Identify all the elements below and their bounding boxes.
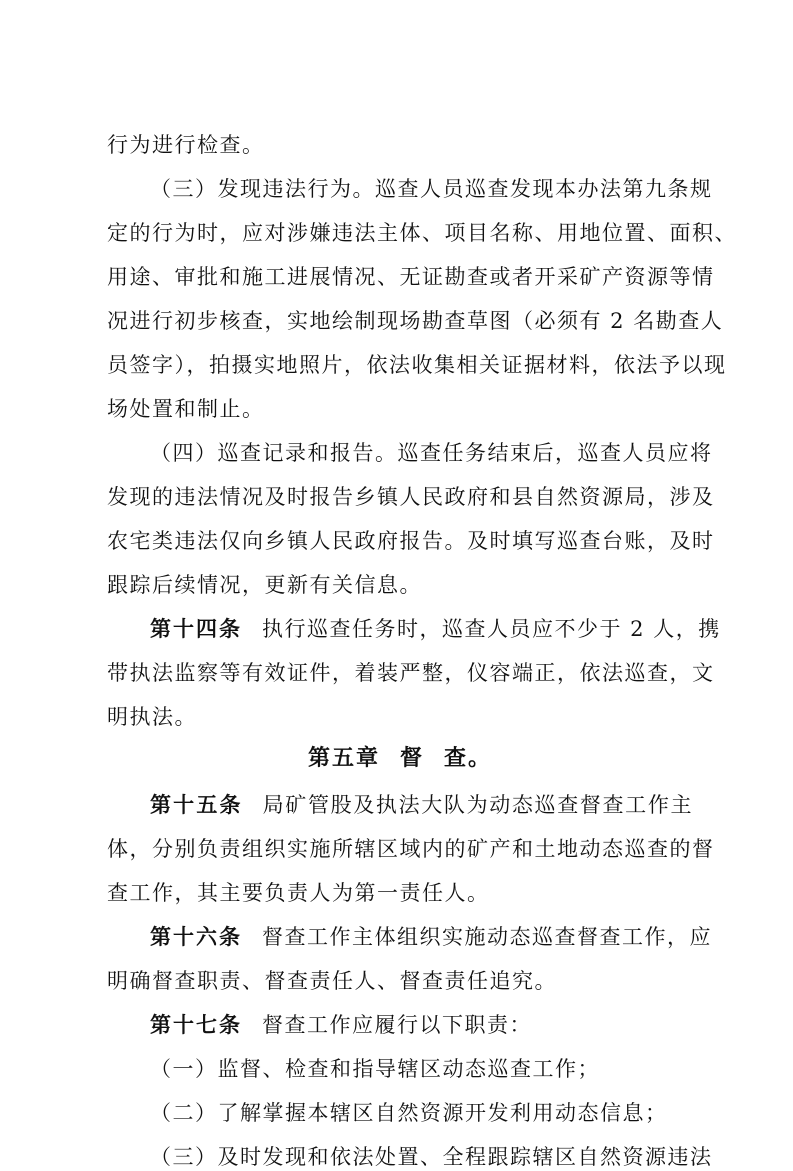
article-number: 第十四条 <box>150 617 242 641</box>
paragraph-line: 况进行初步核查，实地绘制现场勘查草图（必须有 2 名勘查人 <box>107 309 724 333</box>
paragraph-line: 行为进行检查。 <box>107 133 265 157</box>
paragraph-line: 明确督查职责、督查责任人、督查责任追究。 <box>107 969 557 993</box>
paragraph-line: 农宅类违法仅向乡镇人民政府报告。及时填写巡查台账，及时 <box>107 529 715 553</box>
paragraph-line: 查工作，其主要负责人为第一责任人。 <box>107 881 490 905</box>
article-15-line <box>150 791 693 819</box>
paragraph-line: 体，分别负责组织实施所辖区域内的矿产和土地动态巡查的督 <box>107 837 715 861</box>
chapter-title-b: 查。 <box>444 746 493 771</box>
paragraph-line: （三）发现违法行为。巡查人员巡查发现本办法第九条规 <box>150 177 713 201</box>
article-number: 第十六条 <box>150 925 242 949</box>
chapter-title-a: 督 <box>399 746 424 771</box>
article-number: 第十七条 <box>150 1013 242 1037</box>
article-text: 督查工作应履行以下职责： <box>262 1013 532 1037</box>
paragraph-line: 员签字），拍摄实地照片，依法收集相关证据材料，依法予以现 <box>107 353 727 377</box>
paragraph-line: 带执法监察等有效证件，着装严整，仪容端正，依法巡查，文 <box>107 661 715 685</box>
list-item: （二）了解掌握本辖区自然资源开发利用动态信息； <box>150 1101 668 1125</box>
paragraph-line: 跟踪后续情况，更新有关信息。 <box>107 573 422 597</box>
paragraph-line: 发现的违法情况及时报告乡镇人民政府和县自然资源局，涉及 <box>107 485 715 509</box>
article-text: 执行巡查任务时，巡查人员应不少于 2 人，携 <box>262 617 721 641</box>
article-16-line <box>150 923 712 951</box>
article-17-line <box>150 1011 693 1039</box>
paragraph-line: 用途、审批和施工进展情况、无证勘查或者开采矿产资源等情 <box>107 265 715 289</box>
paragraph-line: 明执法。 <box>107 705 197 729</box>
article-14-line <box>150 615 721 643</box>
paragraph-line: 场处置和制止。 <box>107 397 265 421</box>
chapter-heading <box>107 745 693 773</box>
article-text: 局矿管股及执法大队为动态巡查督查工作主 <box>262 793 694 817</box>
list-item: （三）及时发现和依法处置、全程跟踪辖区自然资源违法 <box>150 1145 713 1169</box>
article-number: 第十五条 <box>150 793 243 817</box>
chapter-number: 第五章 <box>307 746 380 771</box>
article-text: 督查工作主体组织实施动态巡查督查工作，应 <box>262 925 712 949</box>
paragraph-line: （四）巡查记录和报告。巡查任务结束后，巡查人员应将 <box>150 441 713 465</box>
paragraph-line: 定的行为时，应对涉嫌违法主体、项目名称、用地位置、面积、 <box>107 221 737 245</box>
list-item: （一）监督、检查和指导辖区动态巡查工作； <box>150 1057 600 1081</box>
